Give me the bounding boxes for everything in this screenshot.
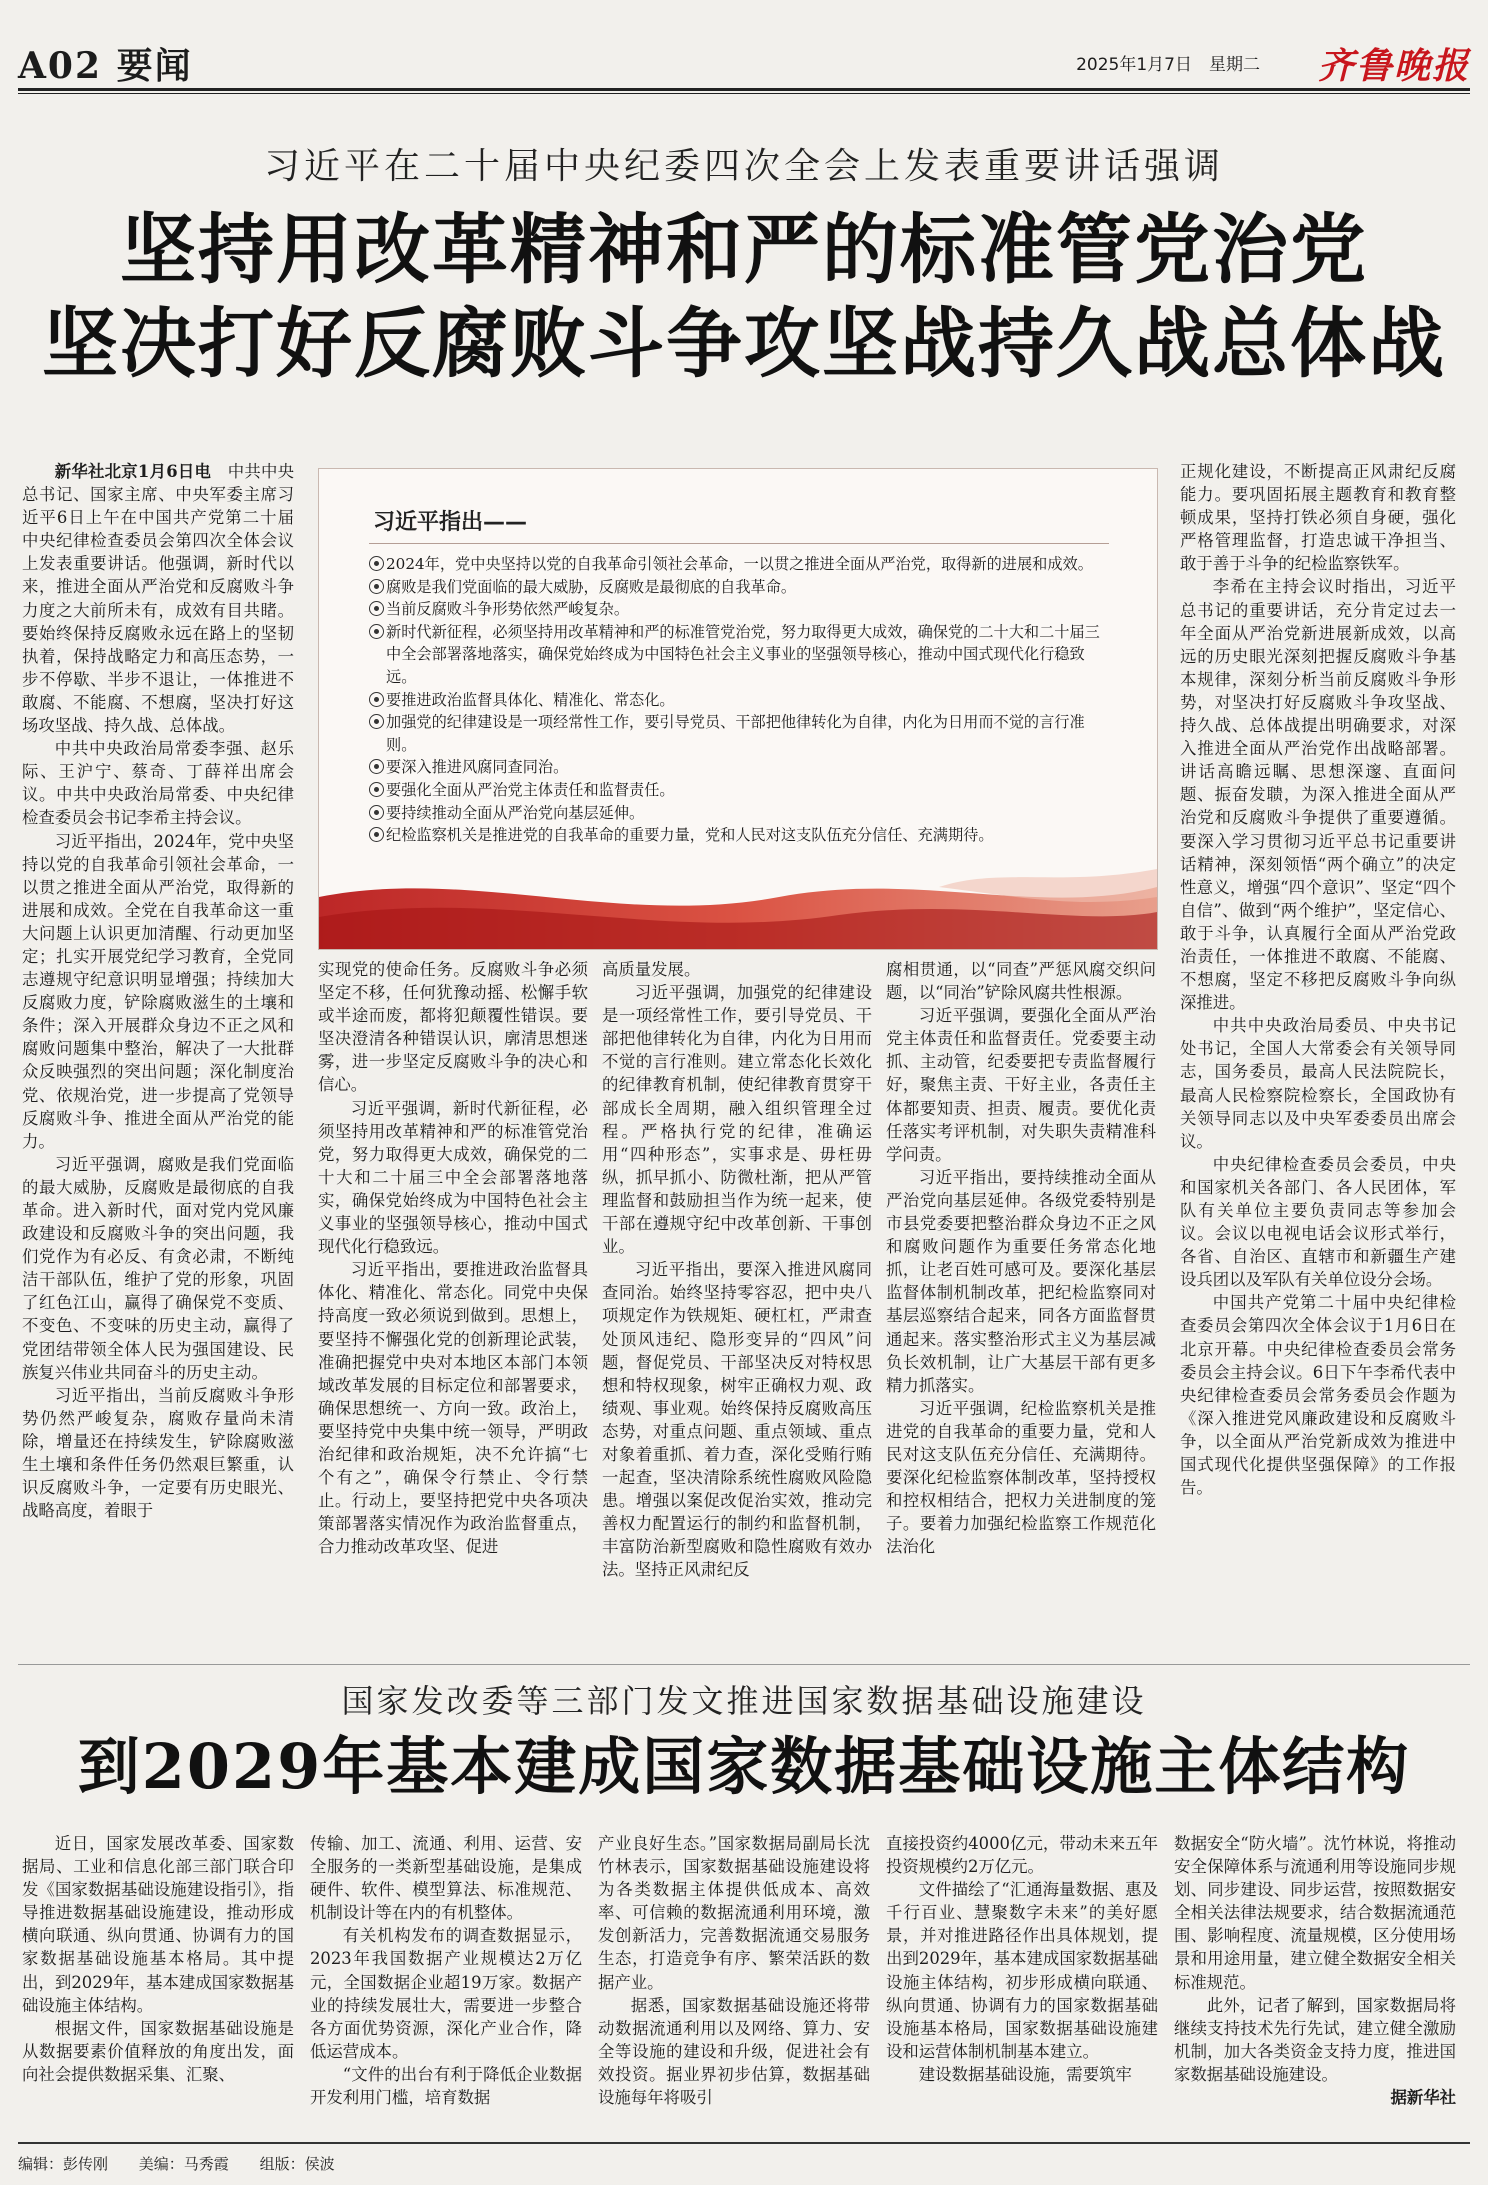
- bullet-icon: [369, 624, 384, 639]
- paragraph: 建设数据基础设施，需要筑牢: [918, 2064, 1132, 2084]
- quote-box-title: 习近平指出——: [373, 510, 528, 535]
- quote-text: 当前反腐败斗争形势依然严峻复杂。: [386, 600, 629, 619]
- paper-logo: 齐鲁晚报: [1317, 45, 1470, 87]
- paragraph: 文件描绘了“汇通海量数据、惠及千行百业、慧聚数字未来”的美好愿景，并对推进路径作出具体规划，提出到2029年，基本建成国家数据基础设施主体结构，初步形成横向联通、纵向贯通、协调有力的国家数据基础设施基本格局，国家数据基础设施建设和运营体制机制基本建立。: [886, 1880, 1158, 2061]
- story1-column-5: [1180, 460, 1456, 1650]
- bullet-icon: [369, 827, 384, 842]
- story2-column-4: [886, 1832, 1158, 2132]
- paragraph: 高质量发展。: [602, 960, 701, 979]
- header-rule-thin: [18, 93, 1470, 94]
- quote-item: [369, 711, 1109, 756]
- quote-item: [369, 802, 1109, 825]
- paragraph: 中国共产党第二十届中央纪律检查委员会第四次全体会议于1月6日在北京开幕。中央纪律检查委员会常务委员会主持会议。6日下午李希代表中央纪律检查委员会常务委员会作题为《深入推进党风廉政建设和反腐败斗争，以全面从严治党新成效为推进中国式现代化提供坚强保障》的工作报告。: [1180, 1293, 1456, 1498]
- paragraph: 习近平强调，新时代新征程，必须坚持用改革精神和严的标准管党治党，努力取得更大成效，确保党的二十大和二十届三中全会部署落地落实，确保党始终成为中国特色社会主义事业的坚强领导核心，推动中国式现代化行稳致远。: [318, 1098, 588, 1257]
- paragraph: 近日，国家发展改革委、国家数据局、工业和信息化部三部门联合印发《国家数据基础设施建设指引》，指导推进数据基础设施建设，推动形成横向联通、纵向贯通、协调有力的国家数据基础设施基本格局。其中提出，到2029年，基本建成国家数据基础设施主体结构。: [22, 1834, 294, 2015]
- paragraph: 有关机构发布的调查数据显示，2023年我国数据产业规模达2万亿元，全国数据企业超19万家。数据产业的持续发展壮大，需要进一步整合各方面优势资源，深化产业合作，降低运营成本。: [310, 1926, 582, 2061]
- story1-headline-line1: 坚持用改革精神和严的标准管党治党: [120, 205, 1368, 294]
- bullet-icon: [369, 556, 384, 571]
- story-separator: [18, 1664, 1470, 1665]
- story2-column-1: [22, 1832, 294, 2132]
- quote-item: [369, 756, 1109, 779]
- paragraph: 直接投资约4000亿元，带动未来五年投资规模约2万亿元。: [886, 1834, 1158, 1877]
- paragraph: 中央纪律检查委员会委员，中央和国家机关各部门、各人民团体，军队有关单位主要负责同志等参加会议。会议以电视电话会议形式举行，各省、自治区、直辖市和新疆生产建设兵团以及军队有关单位设分会场。: [1180, 1154, 1456, 1290]
- quote-item: [369, 779, 1109, 802]
- paragraph: 习近平指出，2024年，党中央坚持以党的自我革命引领社会革命，一以贯之推进全面从严治党，取得新的进展和成效。全党在自我革命这一重大问题上认识更加清醒、行动更加坚定；扎实开展党纪学习教育，全党同志遵规守纪意识明显增强；持续加大反腐败力度，铲除腐败滋生的土壤和条件；深入开展群众身边不正之风和腐败问题集中整治，解决了一大批群众反映强烈的突出问题；深化制度治党、依规治党，进一步提高了党领导反腐败斗争、推进全面从严治党的能力。: [22, 831, 294, 1151]
- byline: 据新华社: [1390, 2088, 1456, 2108]
- story2-headline: 到2029年基本建成国家数据基础设施主体结构: [77, 1730, 1411, 1803]
- paragraph: 习近平强调，纪检监察机关是推进党的自我革命的重要力量，党和人民对这支队伍充分信任、充满期待。要深化纪检监察体制改革，坚持授权和控权相结合，把权力关进制度的笼子。要着力加强纪检监察工作规范化法治化: [886, 1398, 1156, 1557]
- quote-text: 加强党的纪律建设是一项经常性工作，要引导党员、干部把他律转化为自律，内化为日用而不觉的言行准则。: [386, 713, 1085, 754]
- story1-kicker: 习近平在二十届中央纪委四次全会上发表重要讲话强调: [263, 146, 1224, 187]
- quote-text: 2024年，党中央坚持以党的自我革命引领社会革命，一以贯之推进全面从严治党，取得新的进展和成效。: [386, 555, 1093, 573]
- story2-column-3: [598, 1832, 870, 2132]
- story1-lead-paragraph: [22, 460, 294, 737]
- quote-item: [369, 598, 1109, 621]
- quote-text: 纪检监察机关是推进党的自我革命的重要力量，党和人民对这支队伍充分信任、充满期待。: [386, 826, 994, 845]
- paragraph: 中共中央总书记、国家主席、中央军委主席习近平6日上午在中国共产党第二十届中央纪律检查委员会第四次全体会议上发表重要讲话。他强调，新时代以来，推进全面从严治党和反腐败斗争力度之大前所未有，成效有目共睹。要始终保持反腐败永远在路上的坚韧执着，保持战略定力和高压态势，一步不停歇、半步不退让，一体推进不敢腐、不能腐、不想腐，坚决打好这场攻坚战、持久战、总体战。: [22, 462, 294, 736]
- layout-credit: 组版：侯波: [259, 2155, 335, 2173]
- editor-credit: 编辑：彭传刚: [18, 2155, 109, 2173]
- paragraph: 中共中央政治局委员、中央书记处书记，全国人大常委会有关领导同志，国务委员，最高人民法院院长，最高人民检察院检察长，全国政协有关领导同志以及中央军委委员出席会议。: [1180, 1016, 1456, 1151]
- paragraph: 腐相贯通，以“同查”严惩风腐交织问题，以“同治”铲除风腐共性根源。: [886, 960, 1156, 1003]
- quote-item: [369, 689, 1109, 712]
- story1-headline-line2: 坚决打好反腐败斗争攻坚战持久战总体战: [42, 299, 1446, 388]
- story2-column-2: [310, 1832, 582, 2132]
- bullet-icon: [369, 805, 384, 820]
- paragraph: 数据安全“防火墙”。沈竹林说，将推动安全保障体系与流通利用等设施同步规划、同步建设、同步运营，按照数据安全相关法律法规要求，结合数据流通范围、影响程度、流量规模，区分使用场景和用途用量，建立健全数据安全相关标准规范。: [1174, 1834, 1456, 1992]
- paragraph: 正规化建设，不断提高正风肃纪反腐能力。要巩固拓展主题教育和教育整顿成果，坚持打铁必须自身硬，强化严格管理监督，打造忠诚干净担当、敢于善于斗争的纪检监察铁军。: [1180, 462, 1456, 574]
- paragraph: 产业良好生态。”国家数据局副局长沈竹林表示，国家数据基础设施建设将为各类数据主体提供低成本、高效率、可信赖的数据流通利用环境，激发创新活力，完善数据流通交易服务生态，打造竞争有序、繁荣活跃的数据产业。: [598, 1834, 870, 1992]
- designer-credit: 美编：马秀霞: [138, 2155, 229, 2173]
- paragraph: 习近平强调，加强党的纪律建设是一项经常性工作，要引导党员、干部把他律转化为自律，内化为日用而不觉的言行准则。建立常态化长效化的纪律教育机制，使纪律教育贯穿干部成长全周期，融入组织管理全过程。严格执行党的纪律，准确运用“四种形态”，实事求是、毋枉毋纵，抓早抓小、防微杜渐，把从严管理监督和鼓励担当作为统一起来，使干部在遵规守纪中改革创新、干事创业。: [602, 983, 872, 1257]
- bullet-icon: [369, 601, 384, 616]
- paragraph: 习近平指出，要深入推进风腐同查同治。始终坚持零容忍，把中央八项规定作为铁规矩、硬杠杠，严肃查处顶风违纪、隐形变异的“四风”问题，督促党员、干部坚决反对特权思想和特权现象，树牢正确权力观、政绩观、事业观。始终保持反腐败高压态势，对重点问题、重点领域、重点对象着重抓、着力查，深化受贿行贿一起查，坚决清除系统性腐败风险隐患。增强以案促改促治实效，推动完善权力配置运行的制约和监督机制，丰富防治新型腐败和隐性腐败有效办法。坚持正风肃纪反: [602, 1260, 872, 1580]
- bullet-icon: [369, 759, 384, 774]
- paragraph: 习近平指出，要持续推动全面从严治党向基层延伸。各级党委特别是市县党委要把整治群众身边不正之风和腐败问题作为重要任务常态化地抓，让老百姓可感可及。要深化基层监督体制机制改革，把纪检监察同对基层巡察结合起来，同各方面监督贯通起来。落实整治形式主义为基层减负长效机制，让广大基层干部有更多精力抓落实。: [886, 1167, 1156, 1395]
- quote-text: 新时代新征程，必须坚持用改革精神和严的标准管党治党，努力取得更大成效，确保党的二十大和二十届三中全会部署落地落实，确保党始终成为中国特色社会主义事业的坚强领导核心，推动中国式现代化行稳致远。: [386, 622, 1100, 686]
- quote-text: 要持续推动全面从严治党向基层延伸。: [386, 803, 645, 822]
- quote-item: [369, 553, 1109, 576]
- paragraph: 习近平强调，腐败是我们党面临的最大威胁，反腐败是最彻底的自我革命。进入新时代，面对党内党风廉政建设和反腐败斗争的突出问题，我们党作为有必反、有贪必肃，不断纯洁干部队伍，维护了党的形象，巩固了红色江山，赢得了确保党不变质、不变色、不变味的历史主动，赢得了党团结带领全体人民为强国建设、民族复兴伟业共同奋斗的历史主动。: [22, 1154, 294, 1382]
- paragraph: 中共中央政治局常委李强、赵乐际、王沪宁、蔡奇、丁薛祥出席会议。中共中央政治局常委、中央纪律检查委员会书记李希主持会议。: [22, 739, 294, 828]
- story1-column-3: [602, 958, 872, 1650]
- page-label: A02 要闻: [18, 45, 193, 87]
- story2-column-5: [1174, 1832, 1456, 2132]
- quote-text: 腐败是我们党面临的最大威胁，反腐败是最彻底的自我革命。: [386, 577, 797, 596]
- bullet-icon: [369, 714, 384, 729]
- paragraph: 此外，记者了解到，国家数据局将继续支持技术先行先试，建立健全激励机制，加大各类资金支持力度，推进国家数据基础设施建设。: [1174, 1995, 1456, 2084]
- issue-date: 2025年1月7日 星期二: [1076, 55, 1260, 75]
- quote-text: 要深入推进风腐同查同治。: [386, 758, 569, 777]
- paragraph: 李希在主持会议时指出，习近平总书记的重要讲话，充分肯定过去一年全面从严治党新进展新成效，以高远的历史眼光深刻把握反腐败斗争基本规律，深刻分析当前反腐败斗争形势，对坚决打好反腐败斗争攻坚战、持久战、总体战提出明确要求，对深入推进全面从严治党作出战略部署。讲话高瞻远瞩、思想深邃、直面问题、振奋发聩，为深入推进全面从严治党和反腐败斗争提供了重要遵循。要深入学习贯彻习近平总书记重要讲话精神，深刻领悟“两个确立”的决定性意义，增强“四个意识”、坚定“四个自信”、做到“两个维护”，坚定信心、敢于斗争，认真履行全面从严治党政治责任，一体推进不敢腐、不能腐、不想腐，坚定不移把反腐败斗争向纵深推进。: [1180, 577, 1456, 1013]
- paragraph: 习近平指出，要推进政治监督具体化、精准化、常态化。同党中央保持高度一致必须说到做到。思想上，要坚持不懈强化党的创新理论武装，准确把握党中央对本地区本部门本领域改革发展的目标定位和部署要求，确保思想统一、方向一致。政治上，要坚持党中央集中统一领导，严明政治纪律和政治规矩，决不允许搞“七个有之”，确保令行禁止、令行禁止。行动上，要坚持把党中央各项决策部署落实情况作为政治监督重点，合力推动改革攻坚、促进: [318, 1260, 588, 1557]
- page-footer: [18, 2153, 361, 2174]
- story2-kicker: 国家发改委等三部门发文推进国家数据基础设施建设: [341, 1682, 1147, 1720]
- red-wave-decoration: [319, 857, 1157, 949]
- paragraph: 实现党的使命任务。反腐败斗争必须坚定不移，任何犹豫动摇、松懈手软或半途而废，都将犯颠覆性错误。要坚决澄清各种错误认识，廓清思想迷雾，进一步坚定反腐败斗争的决心和信心。: [318, 960, 588, 1095]
- paragraph: “文件的出台有利于降低企业数据开发利用门槛，培育数据: [310, 2064, 582, 2108]
- paragraph: 根据文件，国家数据基础设施是从数据要素价值释放的角度出发，面向社会提供数据采集、汇聚、: [22, 2018, 294, 2084]
- page-header: [18, 30, 1470, 88]
- quote-box-rule: [369, 543, 1109, 544]
- story1-column-1: [22, 460, 294, 1650]
- quote-item: [369, 824, 1109, 847]
- quote-text: 要推进政治监督具体化、精准化、常态化。: [386, 690, 675, 709]
- quote-box: [318, 468, 1158, 950]
- header-rule: [18, 88, 1470, 91]
- story1-column-2: [318, 958, 588, 1650]
- paragraph: 习近平指出，当前反腐败斗争形势仍然严峻复杂，腐败存量尚未清除，增量还在持续发生，铲除腐败滋生土壤和条件任务仍然艰巨繁重，认识反腐败斗争，一定要有历史眼光、战略高度，着眼于: [22, 1385, 294, 1521]
- bullet-icon: [369, 692, 384, 707]
- dateline: 新华社北京1月6日电: [54, 462, 212, 481]
- bullet-icon: [369, 579, 384, 594]
- bullet-icon: [369, 782, 384, 797]
- quote-item: [369, 621, 1109, 689]
- quote-item: [369, 576, 1109, 599]
- footer-rule: [18, 2142, 1470, 2144]
- story1-column-4: [886, 958, 1156, 1650]
- quote-text: 要强化全面从严治党主体责任和监督责任。: [386, 780, 675, 799]
- paragraph: 传输、加工、流通、利用、运营、安全服务的一类新型基础设施，是集成硬件、软件、模型算法、标准规范、机制设计等在内的有机整体。: [310, 1834, 582, 1923]
- paragraph: 据悉，国家数据基础设施还将带动数据流通利用以及网络、算力、安全等设施的建设和升级，促进社会有效投资。据业界初步估算，数据基础设施每年将吸引: [598, 1995, 870, 2108]
- paragraph: 习近平强调，要强化全面从严治党主体责任和监督责任。党委要主动抓、主动管，纪委要把专责监督履行好，聚焦主责、干好主业，各责任主体都要知责、担责、履责。要优化责任落实考评机制，对失职失责精准科学问责。: [886, 1006, 1156, 1164]
- quote-list: [369, 553, 1109, 847]
